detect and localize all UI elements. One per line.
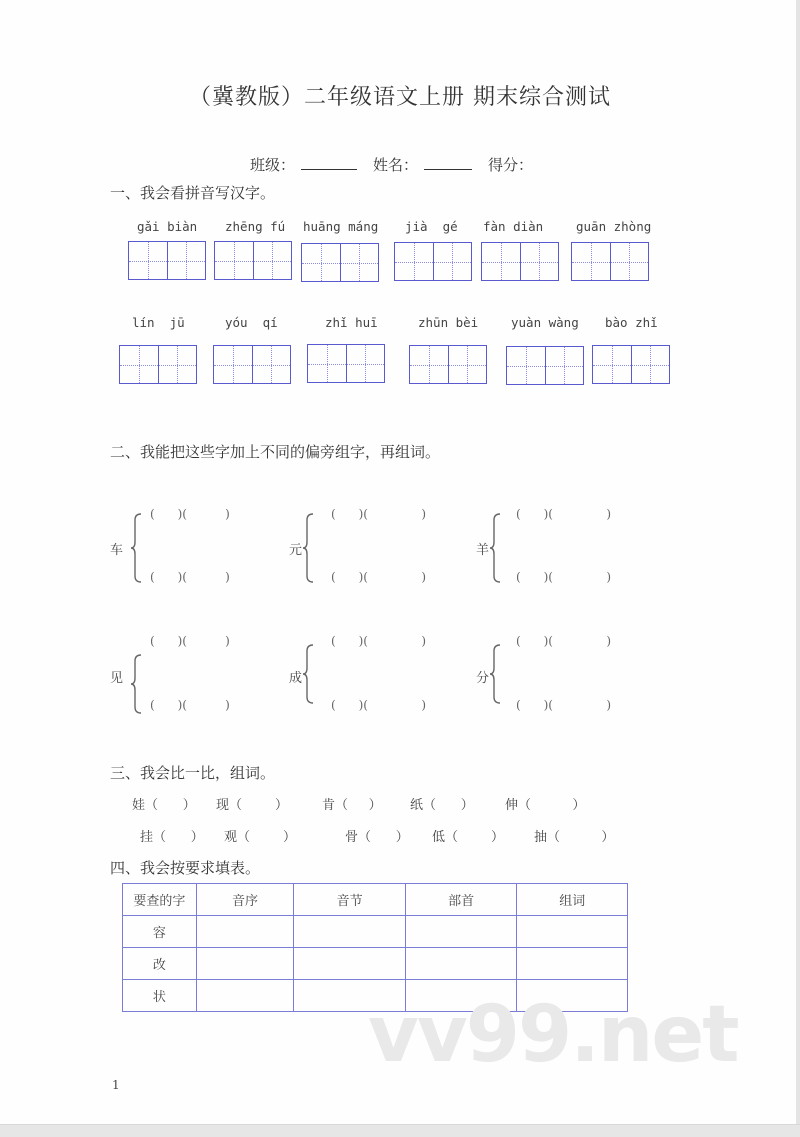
table-cell[interactable] (294, 948, 406, 980)
table-header: 组词 (517, 884, 628, 916)
pinyin-label: fàn diàn (483, 219, 544, 234)
writing-grid[interactable] (213, 345, 291, 384)
pinyin-label: zhǐ huī (325, 315, 378, 330)
pinyin-label: jià gé (405, 219, 458, 234)
name-blank[interactable] (424, 169, 472, 170)
writing-grid[interactable] (506, 346, 584, 385)
answer-blank[interactable]: ( )( ) (150, 507, 230, 521)
table-cell-char: 状 (123, 980, 197, 1012)
class-blank[interactable] (301, 169, 357, 170)
pinyin-label: zhūn bèi (418, 315, 479, 330)
writing-grid[interactable] (119, 345, 197, 384)
table-header: 音序 (196, 884, 294, 916)
writing-grid[interactable] (128, 241, 206, 280)
base-char: 成 (289, 671, 303, 686)
table-cell[interactable] (294, 916, 406, 948)
table-row (123, 916, 628, 948)
curly-brace-icon (490, 643, 502, 705)
compare-item[interactable]: 骨（ ） (345, 830, 409, 845)
compare-item[interactable]: 挂（ ） (140, 830, 204, 845)
table-cell[interactable] (196, 948, 294, 980)
answer-blank[interactable]: ( )( ) (516, 698, 612, 712)
table-header: 部首 (405, 884, 517, 916)
answer-blank[interactable]: ( )( ) (150, 570, 230, 584)
curly-brace-icon (303, 643, 315, 705)
writing-grid[interactable] (571, 242, 649, 281)
answer-blank[interactable]: ( )( ) (331, 698, 427, 712)
base-char: 见 (110, 671, 124, 686)
page-number: 1 (112, 1078, 120, 1092)
compare-item[interactable]: 现（ ） (216, 798, 289, 813)
answer-blank[interactable]: ( )( ) (516, 570, 612, 584)
pinyin-label: bào zhǐ (605, 315, 658, 330)
pinyin-label: lín jū (132, 315, 185, 330)
pinyin-label: guān zhòng (576, 219, 652, 234)
table-row (123, 948, 628, 980)
page-bottom-edge (0, 1124, 800, 1137)
base-char: 车 (110, 543, 124, 558)
pinyin-label: zhēng fú (225, 219, 286, 234)
table-cell[interactable] (196, 916, 294, 948)
section1-heading: 一、我会看拼音写汉字。 (110, 184, 276, 202)
curly-brace-icon (131, 512, 143, 584)
compare-item[interactable]: 抽（ ） (534, 830, 615, 845)
table-cell[interactable] (405, 916, 517, 948)
table-cell-char: 改 (123, 948, 197, 980)
writing-grid[interactable] (481, 242, 559, 281)
answer-blank[interactable]: ( )( ) (150, 698, 230, 712)
writing-grid[interactable] (409, 345, 487, 384)
answer-blank[interactable]: ( )( ) (331, 507, 427, 521)
table-header-row (123, 884, 628, 916)
writing-grid[interactable] (307, 344, 385, 383)
base-char: 元 (289, 543, 303, 558)
writing-grid[interactable] (214, 241, 292, 280)
compare-item[interactable]: 观（ ） (224, 830, 297, 845)
watermark: vv99.net (368, 990, 738, 1080)
compare-item[interactable]: 伸（ ） (505, 798, 586, 813)
compare-item[interactable]: 低（ ） (432, 830, 505, 845)
table-cell[interactable] (405, 948, 517, 980)
writing-grid[interactable] (394, 242, 472, 281)
curly-brace-icon (490, 512, 502, 584)
answer-blank[interactable]: ( )( ) (516, 507, 612, 521)
score-label: 得分： (488, 156, 534, 174)
curly-brace-icon (131, 653, 143, 715)
table-cell[interactable] (517, 948, 628, 980)
pinyin-label: huāng máng (303, 219, 379, 234)
pinyin-label: yóu qí (225, 315, 278, 330)
pinyin-label: yuàn wàng (511, 315, 579, 330)
table-cell[interactable] (517, 916, 628, 948)
class-label: 班级： (250, 156, 296, 174)
table-header: 要查的字 (123, 884, 197, 916)
writing-grid[interactable] (301, 243, 379, 282)
compare-item[interactable]: 纸（ ） (410, 798, 474, 813)
compare-item[interactable]: 娃（ ） (132, 798, 196, 813)
section3-heading: 三、我会比一比，组词。 (110, 764, 276, 782)
answer-blank[interactable]: ( )( ) (150, 634, 230, 648)
page-edge (796, 0, 800, 1137)
answer-blank[interactable]: ( )( ) (331, 570, 427, 584)
writing-grid[interactable] (592, 345, 670, 384)
document-title: （冀教版）二年级语文上册 期末综合测试 (189, 85, 611, 110)
table-cell-char: 容 (123, 916, 197, 948)
answer-blank[interactable]: ( )( ) (331, 634, 427, 648)
section4-heading: 四、我会按要求填表。 (110, 859, 261, 877)
section2-heading: 二、我能把这些字加上不同的偏旁组字，再组词。 (110, 443, 441, 461)
compare-item[interactable]: 肯（ ） (322, 798, 382, 813)
student-info-line (250, 154, 533, 175)
table-cell[interactable] (196, 980, 294, 1012)
name-label: 姓名： (373, 156, 419, 174)
curly-brace-icon (303, 512, 315, 584)
answer-blank[interactable]: ( )( ) (516, 634, 612, 648)
pinyin-label: gǎi biàn (137, 219, 198, 234)
base-char: 分 (476, 671, 490, 686)
base-char: 羊 (476, 543, 490, 558)
table-header: 音节 (294, 884, 406, 916)
